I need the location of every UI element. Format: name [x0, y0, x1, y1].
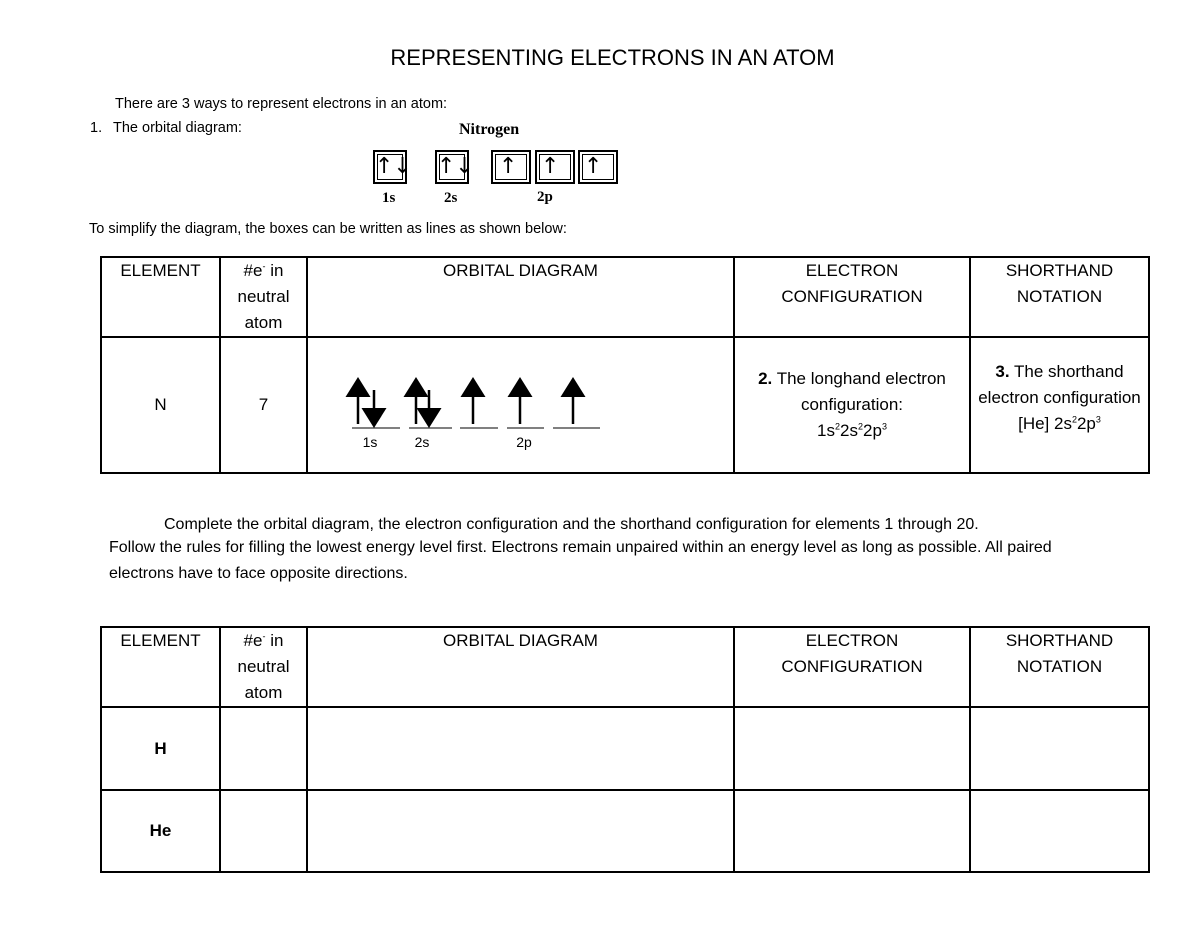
example-row-nitrogen [101, 337, 1149, 473]
header-electron-configuration: ELECTRON CONFIGURATION [734, 627, 970, 707]
row-orbital-diagram-input[interactable] [307, 790, 734, 872]
orbital-box-1s: ↑↓ [373, 150, 407, 184]
line-label-2s: 2s [414, 434, 430, 450]
header-shorthand-notation: SHORTHAND NOTATION [970, 257, 1149, 337]
header-element: ELEMENT [101, 627, 220, 707]
row-electron-config-input[interactable] [734, 707, 970, 790]
nitrogen-label: Nitrogen [459, 121, 520, 138]
row-element-h: H [101, 707, 220, 790]
row-electron-count-input[interactable] [220, 790, 307, 872]
header-electrons: #e- in neutral atom [220, 257, 307, 337]
instructions-line-1: Complete the orbital diagram, the electron configuration and the shorthand configuration for elements 1 through 20. [164, 516, 979, 533]
header-element: ELEMENT [101, 257, 220, 337]
orbital-box-2p-3: ↑ [578, 150, 618, 184]
row-element-he: He [101, 790, 220, 872]
example-table-header [101, 257, 1149, 337]
orbital-box-2s: ↑↓ [435, 150, 469, 184]
line-label-1s: 1s [362, 434, 378, 450]
worksheet-table [100, 626, 1150, 873]
example-table [100, 256, 1150, 474]
header-shorthand-notation: SHORTHAND NOTATION [970, 627, 1149, 707]
worksheet-table-header [101, 627, 1149, 707]
example-longhand-config: 2. The longhand electron configuration: $1s^22s^22p^3$ [734, 337, 970, 473]
item-1-text: The orbital diagram: [113, 120, 242, 136]
box-label-2s: 2s [444, 190, 458, 206]
header-electrons: #e- in neutral atom [220, 627, 307, 707]
instructions-line-2: Follow the rules for filling the lowest energy level first. Electrons remain unpaired within an energy level as long as possible. All paired [109, 539, 1052, 556]
line-label-2p: 2p [516, 434, 532, 450]
row-shorthand-input[interactable] [970, 707, 1149, 790]
header-orbital-diagram: ORBITAL DIAGRAM [307, 627, 734, 707]
header-orbital-diagram: ORBITAL DIAGRAM [307, 257, 734, 337]
box-label-2p: 2p [537, 189, 553, 205]
row-shorthand-input[interactable] [970, 790, 1149, 872]
example-shorthand-config: 3. The shorthand electron configuration [He] $2s^22p^3$ [970, 337, 1149, 473]
simplify-note: To simplify the diagram, the boxes can be written as lines as shown below: [89, 221, 567, 237]
orbital-box-2p-2: ↑ [535, 150, 575, 184]
worksheet-row-h [101, 707, 1149, 790]
item-1-number: 1. [90, 120, 103, 136]
instructions-line-3: electrons have to face opposite directions. [109, 565, 408, 582]
intro-text: There are 3 ways to represent electrons in an atom: [115, 96, 448, 112]
example-element: N [101, 337, 220, 473]
row-electron-config-input[interactable] [734, 790, 970, 872]
header-electron-configuration: ELECTRON CONFIGURATION [734, 257, 970, 337]
example-orbital-diagram [307, 337, 734, 473]
orbital-lines-diagram [308, 338, 735, 472]
row-orbital-diagram-input[interactable] [307, 707, 734, 790]
orbital-box-2p-1: ↑ [491, 150, 531, 184]
example-electron-count: 7 [220, 337, 307, 473]
page-title: REPRESENTING ELECTRONS IN AN ATOM [390, 45, 835, 70]
row-electron-count-input[interactable] [220, 707, 307, 790]
box-label-1s: 1s [382, 190, 396, 206]
worksheet-row-he [101, 790, 1149, 872]
